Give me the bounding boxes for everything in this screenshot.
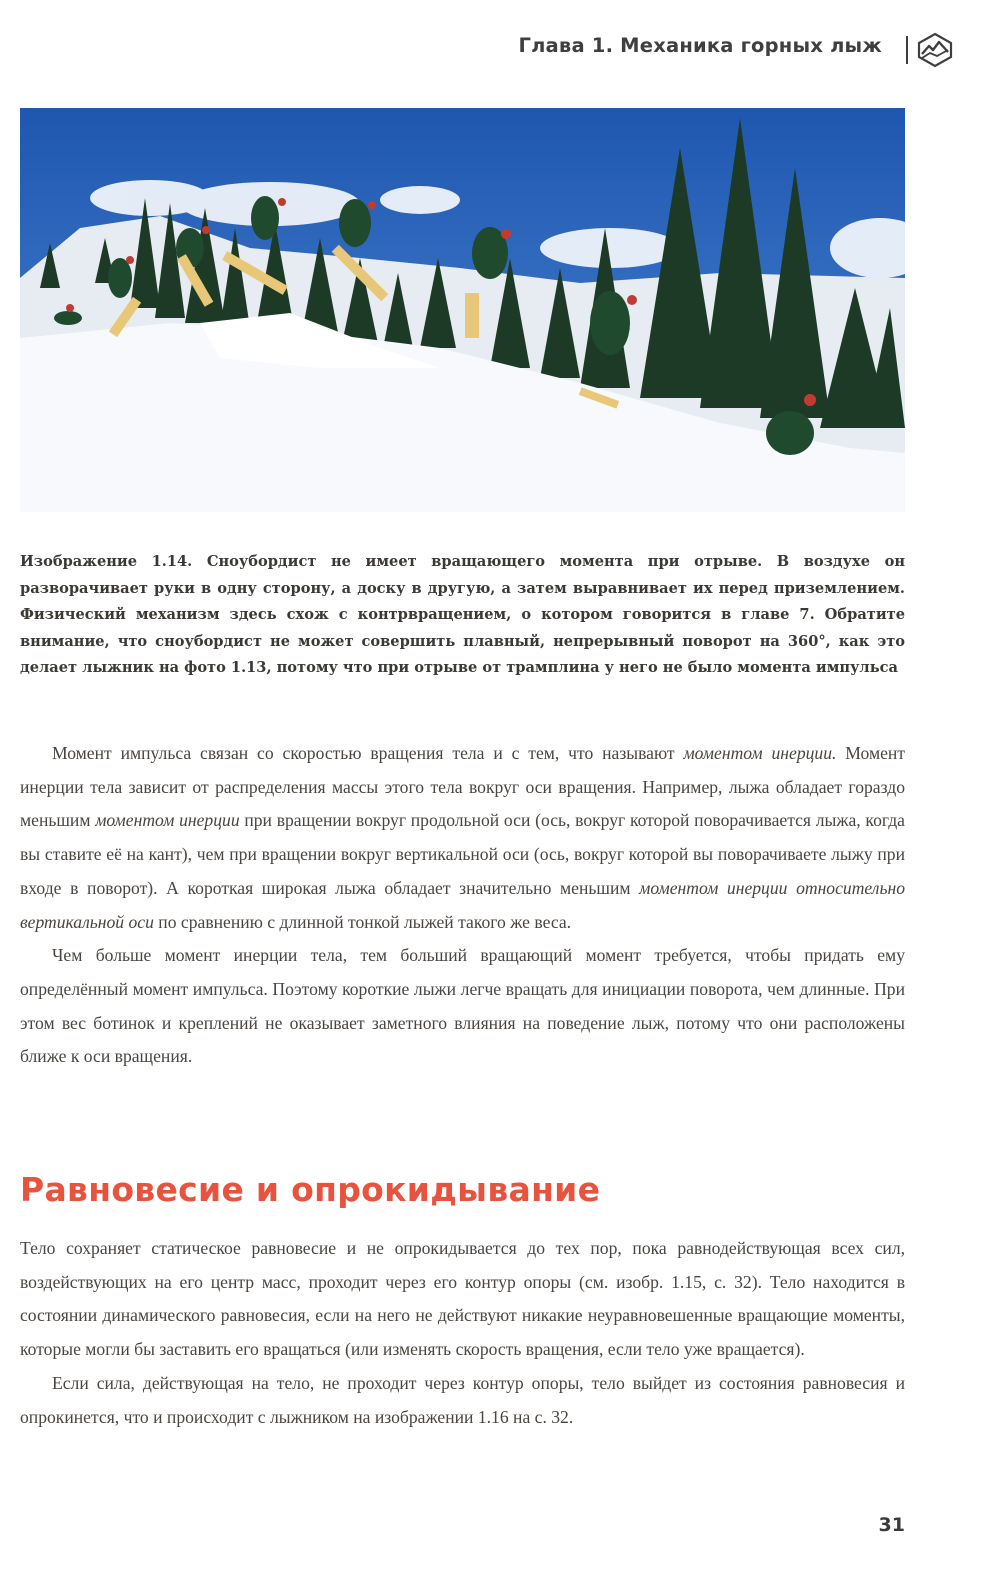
figure-caption: Изображение 1.14. Сноубордист не имеет вращающего момента при отрыве. В воздухе он разворачивает руки в одну сторону, а доску в другую, а затем выравнивает их перед приземлением. Физический механизм здесь схож с контрвращением, о котором говорится в главе 7. Обратите внимание, что сноубордист не может совершить плавный, непрерывный поворот на 360°, как это делает лыжник на фото 1.13, потому что при отрыве от трамплина у него не было момента импульса (20, 553, 905, 677)
paragraph: Если сила, действующая на тело, не проходит через контур опоры, тело выйдет из состояния равновесия и опрокинется, что и происходит с лыжником на изображении 1.16 на с. 32. (20, 1372, 905, 1427)
mountain-emblem-icon (917, 32, 953, 68)
body-section-1 (20, 737, 905, 1074)
paragraph: Чем больше момент инерции тела, тем больший вращающий момент требуется, чтобы придать ему определённый момент импульса. Поэтому короткие лыжи легче вращать для инициации поворота, чем длинные. При этом вес ботинок и креплений не оказывает заметного влияния на поведение лыж, потому что они расположены ближе к оси вращения. (20, 945, 905, 1067)
body-section-2 (20, 1232, 905, 1434)
snowboarder-sequence-photo (20, 108, 905, 512)
paragraph: Момент импульса связан со скоростью вращения тела и с тем, что называют моментом инерции. Момент инерции тела зависит от распределения массы этого тела вокруг оси вращения. Например, лыжа обладает гораздо меньшим моментом инерции при вращении вокруг продольной оси (ось, вокруг которой поворачивается лыжа, когда вы ставите её на кант), чем при вращении вокруг вертикальной оси (ось, вокруг которой вы поворачиваете лыжу при входе в поворот). А короткая широкая лыжа обладает значительно меньшим моментом инерции относительно вертикальной оси по сравнению с длинной тонкой лыжей такого же веса. (20, 743, 905, 932)
paragraph: Тело сохраняет статическое равновесие и не опрокидывается до тех пор, пока равнодействующая всех сил, воздействующих на его центр масс, проходит через его контур опоры (см. изобр. 1.15, с. 32). Тело находится в состоянии динамического равновесия, если на него не действуют никакие неуравновешенные вращающие моменты, которые могли бы заставить его вращаться (или изменять скорость вращения, если тело уже вращается). (20, 1238, 905, 1360)
section-heading: Равновесие и опрокидывание (20, 1170, 601, 1209)
running-head: Глава 1. Механика горных лыж (518, 34, 882, 57)
header-divider (906, 36, 908, 64)
page-number: 31 (878, 1514, 905, 1536)
